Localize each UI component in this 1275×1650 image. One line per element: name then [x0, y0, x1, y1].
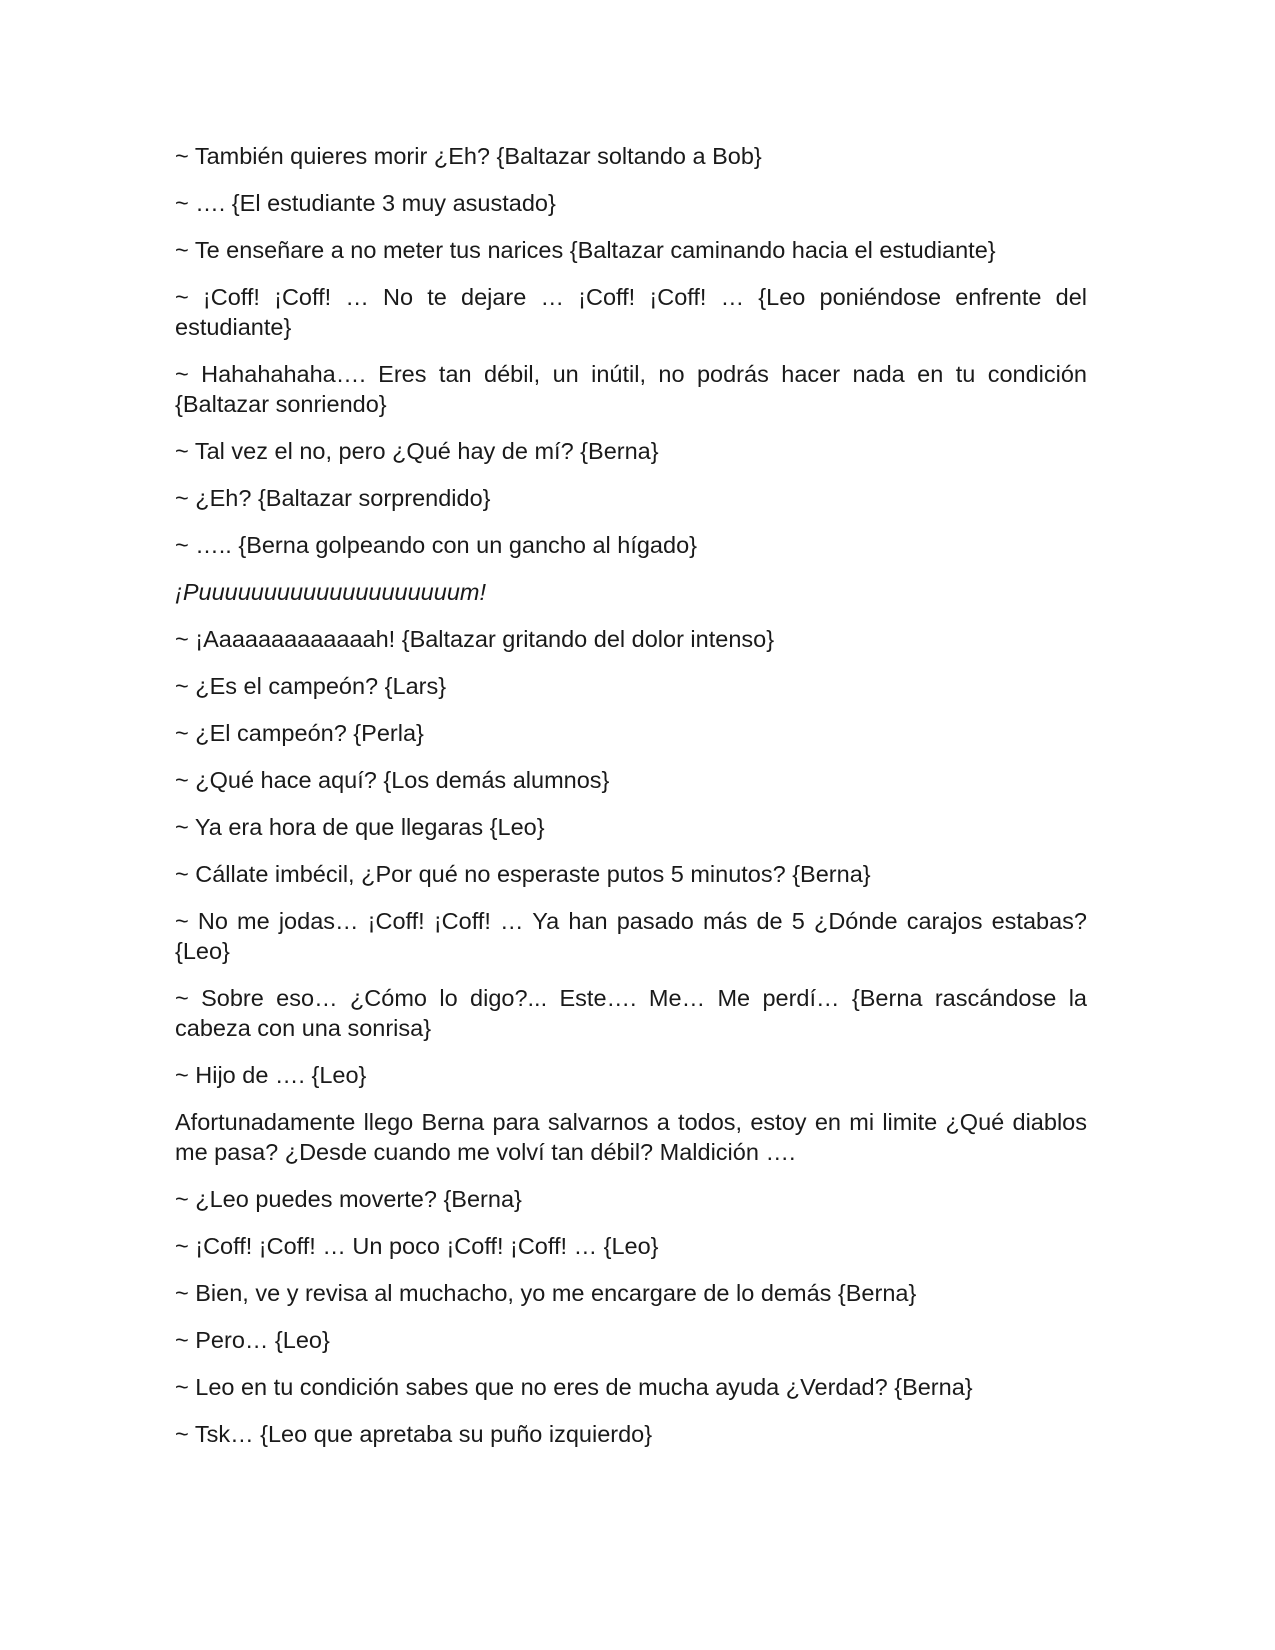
narration-paragraph: Afortunadamente llego Berna para salvarnos a todos, estoy en mi limite ¿Qué diablos me pasa? ¿Desde cuando me volví tan débil? Maldición …. [175, 1109, 1087, 1165]
paragraph: ~ ¿Eh? {Baltazar sorprendido} [175, 485, 491, 511]
paragraph: ~ Ya era hora de que llegaras {Leo} [175, 814, 545, 840]
paragraph: ~ ¡Aaaaaaaaaaaaah! {Baltazar gritando del dolor intenso} [175, 626, 775, 652]
paragraph: ~ ¡Coff! ¡Coff! … No te dejare … ¡Coff! ¡Coff! … {Leo poniéndose enfrente del estudiante} [175, 284, 1087, 340]
document-body [175, 141, 1087, 1466]
paragraph: ~ Tsk… {Leo que apretaba su puño izquierdo} [175, 1421, 653, 1447]
paragraph: ~ No me jodas… ¡Coff! ¡Coff! … Ya han pasado más de 5 ¿Dónde carajos estabas? {Leo} [175, 908, 1087, 964]
paragraph: ~ ¿Es el campeón? {Lars} [175, 673, 447, 699]
paragraph: ~ Pero… {Leo} [175, 1327, 330, 1353]
paragraph: ~ Bien, ve y revisa al muchacho, yo me encargare de lo demás {Berna} [175, 1280, 917, 1306]
paragraph: ~ Hijo de …. {Leo} [175, 1062, 367, 1088]
paragraph: ~ Leo en tu condición sabes que no eres de mucha ayuda ¿Verdad? {Berna} [175, 1374, 973, 1400]
paragraph: ~ …. {El estudiante 3 muy asustado} [175, 190, 556, 216]
paragraph: ~ ¡Coff! ¡Coff! … Un poco ¡Coff! ¡Coff! … {Leo} [175, 1233, 659, 1259]
paragraph: ~ ¿Qué hace aquí? {Los demás alumnos} [175, 767, 610, 793]
paragraph: ~ Tal vez el no, pero ¿Qué hay de mí? {Berna} [175, 438, 659, 464]
paragraph: ~ Te enseñare a no meter tus narices {Baltazar caminando hacia el estudiante} [175, 237, 996, 263]
paragraph: ~ Sobre eso… ¿Cómo lo digo?... Este…. Me… Me perdí… {Berna rascándose la cabeza con una sonrisa} [175, 985, 1087, 1041]
paragraph: ~ ….. {Berna golpeando con un gancho al hígado} [175, 532, 697, 558]
sound-effect: ¡Puuuuuuuuuuuuuuuuuuuum! [175, 579, 486, 605]
paragraph: ~ ¿El campeón? {Perla} [175, 720, 424, 746]
paragraph: ~ También quieres morir ¿Eh? {Baltazar soltando a Bob} [175, 143, 762, 169]
paragraph: ~ Cállate imbécil, ¿Por qué no esperaste putos 5 minutos? {Berna} [175, 861, 871, 887]
paragraph: ~ ¿Leo puedes moverte? {Berna} [175, 1186, 522, 1212]
paragraph: ~ Hahahahaha…. Eres tan débil, un inútil, no podrás hacer nada en tu condición {Baltazar sonriendo} [175, 361, 1087, 417]
